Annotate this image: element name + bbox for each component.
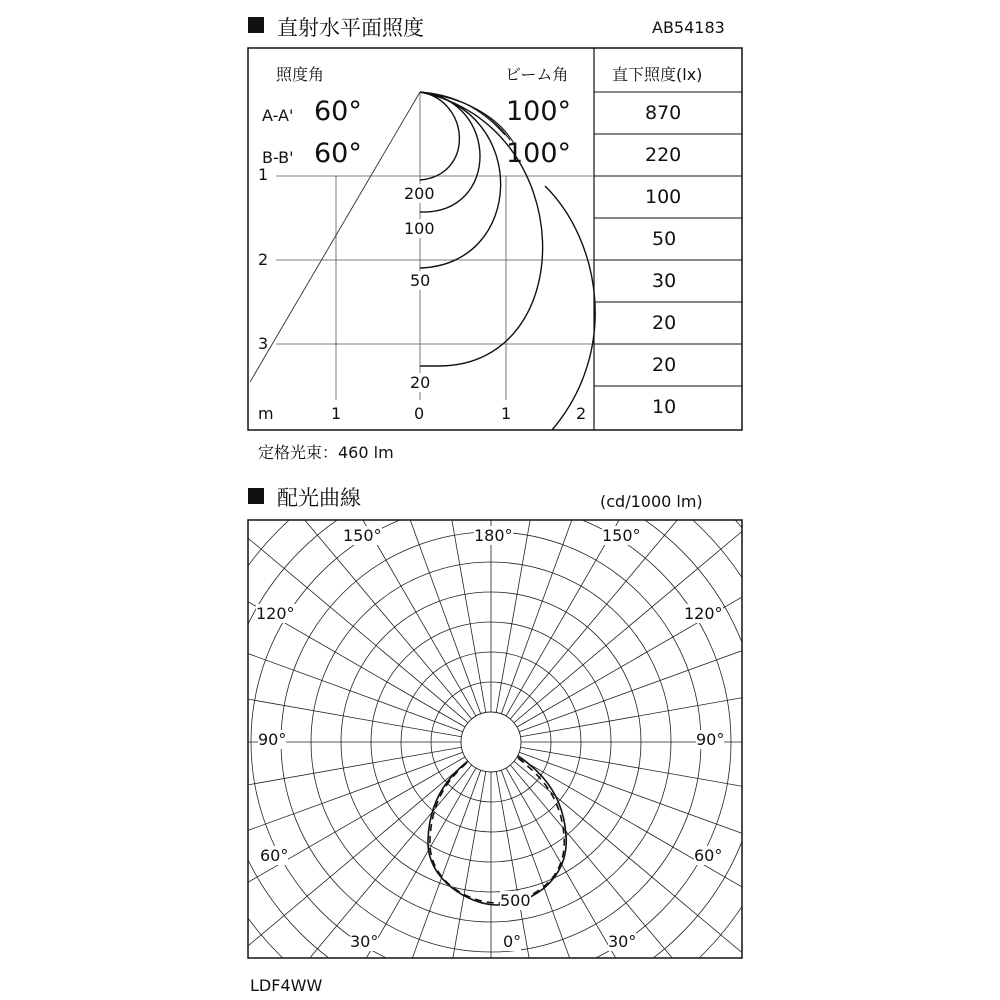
header-beam: ビーム角 <box>505 65 569 84</box>
angle-label-30-left: 30° <box>350 932 379 951</box>
scale-label-500: 500 <box>500 891 531 910</box>
polar-grid-spoke <box>0 752 463 981</box>
lux-value: 20 <box>652 312 677 334</box>
contour-label-200: 200 <box>404 184 435 203</box>
polar-grid-spoke <box>41 765 472 1000</box>
polar-grid-spoke <box>0 503 463 732</box>
polar-grid-spoke <box>510 765 941 1000</box>
model-code: AB54183 <box>652 18 725 37</box>
lux-value: 50 <box>652 228 677 250</box>
angle-label-120-right: 120° <box>684 604 723 623</box>
x-tick-1-left: 1 <box>331 404 342 423</box>
polar-grid-spoke <box>0 292 468 723</box>
angle-label-90-right: 90° <box>696 730 725 749</box>
model-name: LDF4WW <box>250 976 323 995</box>
distribution-title: 配光曲線 <box>277 486 361 510</box>
polar-grid-spoke <box>506 136 841 716</box>
header-lux: 直下照度(lx) <box>612 65 703 84</box>
polar-grid-spoke <box>0 392 465 727</box>
row-angle-aa: 60° <box>314 96 362 127</box>
lux-value: 10 <box>652 396 677 418</box>
row-beam-bb: 100° <box>506 138 572 169</box>
polar-grid-spoke <box>517 757 1000 1000</box>
angle-label-150-right: 150° <box>602 526 641 545</box>
polar-grid-spoke <box>0 757 465 1000</box>
polar-grid-spoke <box>141 136 476 716</box>
x-tick-1-right: 1 <box>501 404 512 423</box>
x-tick-0: 0 <box>414 404 425 423</box>
row-angle-bb: 60° <box>314 138 362 169</box>
angle-label-30-right: 30° <box>608 932 637 951</box>
polar-grid-spoke <box>0 620 461 736</box>
lux-value: 20 <box>652 354 677 376</box>
x-tick-m: m <box>258 404 274 423</box>
polar-grid-spoke <box>514 292 1000 723</box>
polar-grid-spoke <box>510 206 941 719</box>
polar-grid-spoke <box>369 53 485 713</box>
polar-grid-spoke <box>506 768 841 1000</box>
row-beam-aa: 100° <box>506 96 572 127</box>
angle-label-180: 180° <box>474 526 513 545</box>
lux-value: 30 <box>652 270 677 292</box>
lux-value: 870 <box>645 102 682 124</box>
illuminance-title: 直射水平面照度 <box>277 16 424 40</box>
row-label-aa: A-A' <box>262 106 294 125</box>
polar-grid-spoke <box>519 503 1000 732</box>
angle-label-0: 0° <box>503 932 522 951</box>
angle-label-60-right: 60° <box>694 846 723 865</box>
contour-label-20: 20 <box>410 373 431 392</box>
rated-flux: 定格光束：460 lm <box>258 443 394 462</box>
angle-label-150-left: 150° <box>343 526 382 545</box>
lux-value: 220 <box>645 144 682 166</box>
polar-grid-spoke <box>517 392 1000 727</box>
polar-grid-spoke <box>0 747 461 863</box>
lux-value: 100 <box>645 186 682 208</box>
y-tick-2: 2 <box>258 250 269 269</box>
row-label-bb: B-B' <box>262 148 294 167</box>
y-tick-3: 3 <box>258 334 269 353</box>
y-tick-1: 1 <box>258 165 269 184</box>
polar-grid-spoke <box>496 53 612 713</box>
polar-grid-spoke <box>41 206 472 719</box>
header-angle: 照度角 <box>276 65 325 84</box>
contour-label-50: 50 <box>410 271 431 290</box>
angle-label-90-left: 90° <box>258 730 287 749</box>
contour-label-100: 100 <box>404 219 435 238</box>
angle-label-60-left: 60° <box>260 846 289 865</box>
polar-grid-spoke <box>0 761 468 1000</box>
distribution-unit: (cd/1000 lm) <box>600 492 703 511</box>
angle-label-120-left: 120° <box>256 604 295 623</box>
polar-grid-spoke <box>519 752 1000 981</box>
polar-grid-spoke <box>141 768 476 1000</box>
x-tick-2: 2 <box>576 404 587 423</box>
